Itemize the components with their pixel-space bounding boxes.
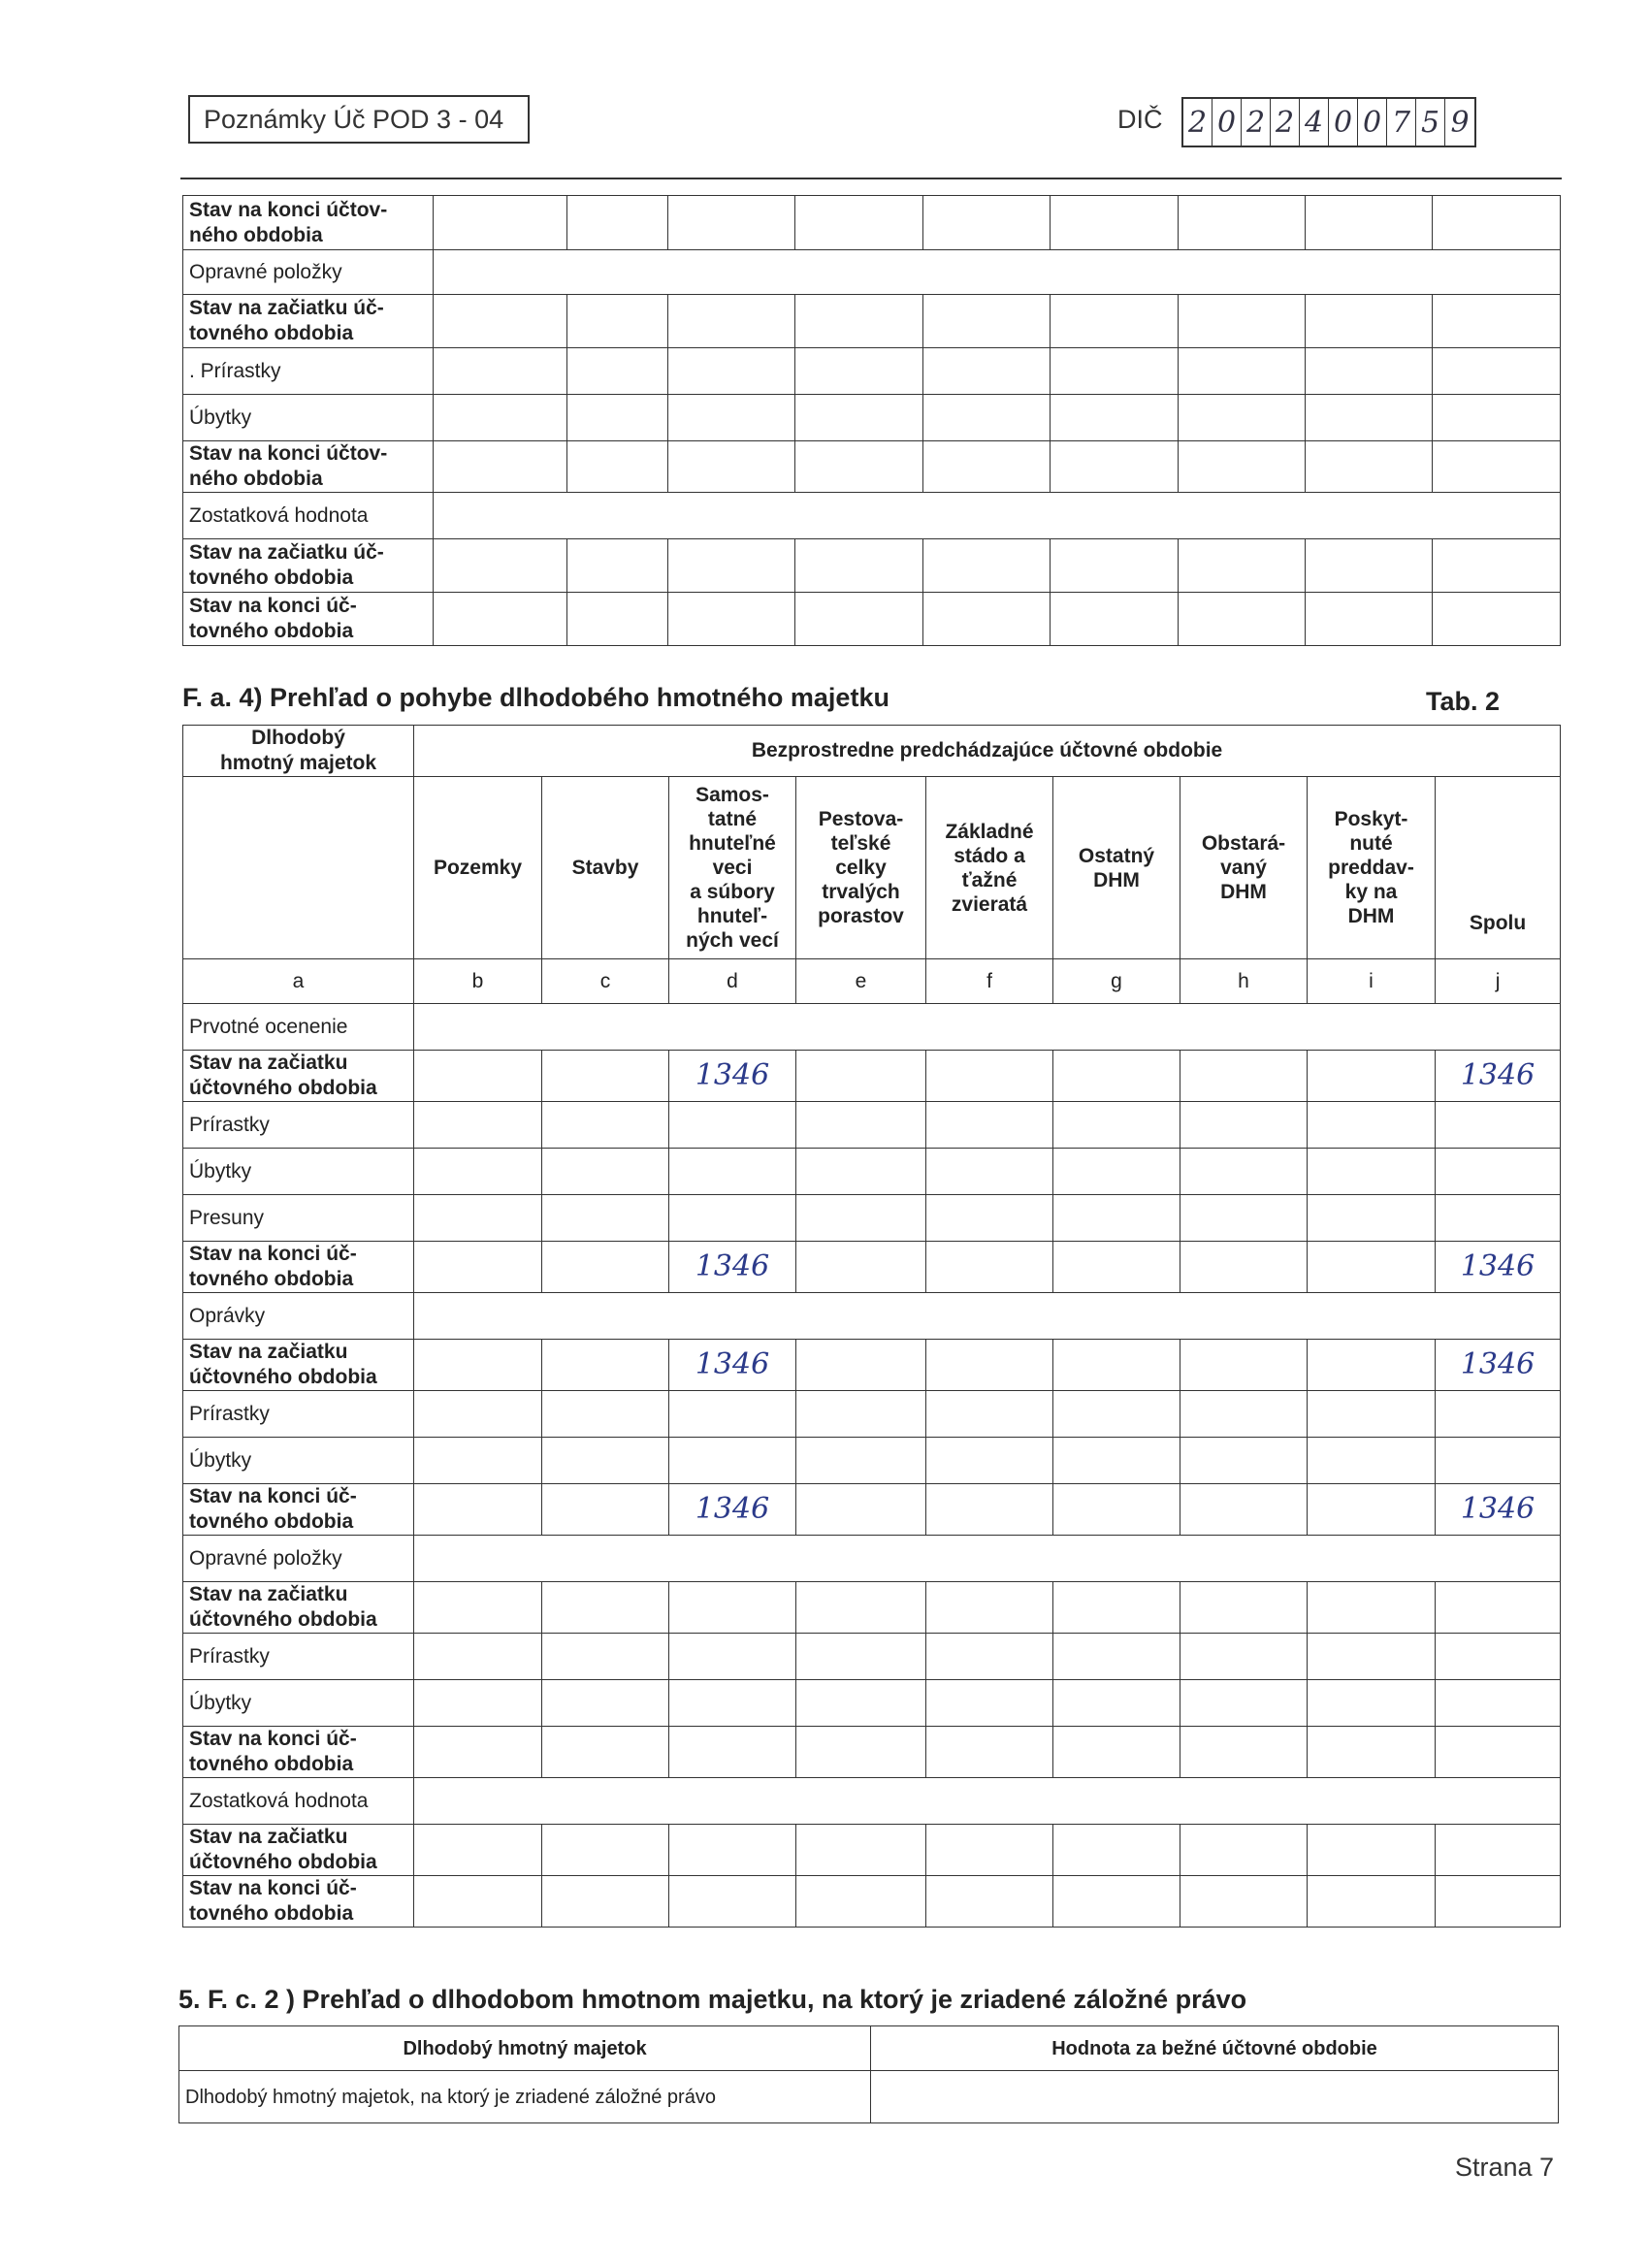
top-table — [182, 195, 1561, 646]
tab2-value-cell[interactable] — [1053, 1582, 1180, 1634]
tab2-value-cell[interactable] — [1053, 1680, 1180, 1727]
tab2-value-cell[interactable] — [1053, 1340, 1180, 1391]
tab2-value-cell[interactable] — [796, 1102, 926, 1149]
tab2-value-cell[interactable] — [1053, 1438, 1180, 1484]
tab2-value-cell[interactable] — [1180, 1051, 1308, 1102]
tab2-col-header: Stavby — [542, 777, 669, 959]
tab2-value-cell[interactable] — [1436, 1634, 1561, 1680]
top-value-cell[interactable] — [668, 593, 795, 646]
tab2-value-cell[interactable] — [1308, 1340, 1436, 1391]
tab2-value-cell[interactable] — [669, 1825, 796, 1876]
tab2-value-cell[interactable] — [542, 1102, 669, 1149]
tab2-value-cell[interactable] — [1436, 1149, 1561, 1195]
top-value-cell[interactable] — [434, 395, 567, 441]
tab2-value-cell[interactable] — [414, 1680, 542, 1727]
top-value-cell[interactable] — [1051, 441, 1179, 493]
tab2-value-cell[interactable] — [1180, 1391, 1308, 1438]
top-value-cell[interactable] — [1051, 593, 1179, 646]
top-row-label: Stav na konci účtov- ného obdobia — [183, 441, 434, 493]
tab2-value-cell[interactable] — [414, 1634, 542, 1680]
tab2-value-cell[interactable] — [926, 1634, 1053, 1680]
tab2-value-cell[interactable] — [1180, 1340, 1308, 1391]
tab2-value-cell[interactable] — [542, 1876, 669, 1928]
top-value-cell[interactable] — [434, 295, 567, 348]
top-value-cell[interactable] — [795, 196, 923, 250]
tab2-col-header: Ostatný DHM — [1053, 777, 1180, 959]
tab2-row-label: Úbytky — [183, 1680, 414, 1727]
tab2-value-cell[interactable] — [1053, 1727, 1180, 1778]
tab2-value-cell[interactable] — [1308, 1582, 1436, 1634]
tab2-value-cell[interactable] — [926, 1484, 1053, 1536]
tab2-value-cell[interactable] — [669, 1195, 796, 1242]
tab2-col-letter: f — [926, 959, 1053, 1004]
tab2-row-label: Prvotné ocenenie — [183, 1004, 414, 1051]
fc2-table — [178, 2025, 1559, 2123]
tab2-value-cell[interactable] — [1436, 1102, 1561, 1149]
top-value-cell[interactable] — [567, 593, 668, 646]
tab2-row-label: Stav na konci úč- tovného obdobia — [183, 1242, 414, 1293]
tab2-value-cell[interactable] — [542, 1438, 669, 1484]
tab2-value-cell[interactable] — [1053, 1051, 1180, 1102]
top-value-cell[interactable] — [1179, 539, 1306, 593]
tab2-value-cell[interactable] — [1436, 1680, 1561, 1727]
tab2-value-cell[interactable] — [926, 1391, 1053, 1438]
tab2-value-cell[interactable] — [926, 1242, 1053, 1293]
tab2-value-cell[interactable] — [1180, 1727, 1308, 1778]
tab2-value-cell[interactable] — [1308, 1727, 1436, 1778]
tab2-value-cell[interactable] — [1053, 1391, 1180, 1438]
tab2-value-cell[interactable] — [542, 1484, 669, 1536]
top-value-cell[interactable] — [1433, 295, 1561, 348]
top-value-cell[interactable] — [668, 295, 795, 348]
tab2-col-header: Pozemky — [414, 777, 542, 959]
top-value-cell[interactable] — [1179, 593, 1306, 646]
tab2-value-cell[interactable] — [669, 1391, 796, 1438]
tab2-value-cell[interactable] — [1053, 1242, 1180, 1293]
top-row-label: Stav na začiatku úč- tovného obdobia — [183, 295, 434, 348]
top-value-cell[interactable] — [795, 539, 923, 593]
tab2-value-cell[interactable] — [1308, 1634, 1436, 1680]
tab2-value-cell[interactable] — [542, 1195, 669, 1242]
top-row-label: Úbytky — [183, 395, 434, 441]
top-value-cell[interactable] — [1433, 593, 1561, 646]
tab2-value-cell[interactable] — [926, 1195, 1053, 1242]
tab2-row-label: Stav na začiatku účtovného obdobia — [183, 1051, 414, 1102]
top-value-cell[interactable] — [923, 395, 1051, 441]
tab2-row-label: Zostatková hodnota — [183, 1778, 414, 1825]
tab2-value-cell[interactable] — [796, 1634, 926, 1680]
tab2-value-cell[interactable] — [1053, 1102, 1180, 1149]
tab2-value-cell[interactable] — [796, 1582, 926, 1634]
tab2-value-cell[interactable] — [414, 1195, 542, 1242]
tab2-row-label: Prírastky — [183, 1102, 414, 1149]
tab2-handwritten-value[interactable]: 1346 — [1436, 1242, 1561, 1293]
fc2-row-label: Dlhodobý hmotný majetok, na ktorý je zriadené záložné právo — [179, 2071, 871, 2123]
top-row-label: Stav na konci úč- tovného obdobia — [183, 593, 434, 646]
tab2-col-header: Základné stádo a ťažné zvieratá — [926, 777, 1053, 959]
top-value-cell[interactable] — [1306, 593, 1433, 646]
tab2-value-cell[interactable] — [669, 1634, 796, 1680]
tab2-row-label: Úbytky — [183, 1438, 414, 1484]
top-value-cell[interactable] — [1306, 348, 1433, 395]
tab2-value-cell[interactable] — [1053, 1825, 1180, 1876]
tab2-value-cell[interactable] — [926, 1680, 1053, 1727]
top-value-cell[interactable] — [923, 539, 1051, 593]
top-row-label: . Prírastky — [183, 348, 434, 395]
tab2-col-letter: c — [542, 959, 669, 1004]
top-value-cell[interactable] — [1179, 295, 1306, 348]
tab2-value-cell[interactable] — [1436, 1582, 1561, 1634]
tab2-value-cell[interactable] — [414, 1484, 542, 1536]
tab2-label: Tab. 2 — [1426, 687, 1501, 716]
dic-digit-box[interactable]: 0 — [1358, 99, 1387, 146]
tab2-row-label: Stav na začiatku účtovného obdobia — [183, 1582, 414, 1634]
tab2-value-cell[interactable] — [1308, 1102, 1436, 1149]
tab2-col-letter: j — [1436, 959, 1561, 1004]
tab2-row-label: Stav na konci úč- tovného obdobia — [183, 1876, 414, 1928]
tab2-value-cell[interactable] — [796, 1727, 926, 1778]
tab2-value-cell[interactable] — [1180, 1438, 1308, 1484]
tab2-value-cell[interactable] — [796, 1876, 926, 1928]
tab2-value-cell[interactable] — [414, 1051, 542, 1102]
top-value-cell[interactable] — [1306, 196, 1433, 250]
tab2-value-cell[interactable] — [669, 1727, 796, 1778]
tab2-col-header: Poskyt- nuté preddav- ky na DHM — [1308, 777, 1436, 959]
tab2-value-cell[interactable] — [796, 1149, 926, 1195]
tab2-value-cell[interactable] — [1308, 1391, 1436, 1438]
dic-digit-box[interactable]: 2 — [1242, 99, 1271, 146]
tab2-value-cell[interactable] — [1180, 1876, 1308, 1928]
tab2-value-cell[interactable] — [796, 1242, 926, 1293]
tab2-value-cell[interactable] — [1308, 1680, 1436, 1727]
top-span-cell — [434, 493, 1561, 539]
tab2-value-cell[interactable] — [414, 1438, 542, 1484]
tab2-value-cell[interactable] — [796, 1438, 926, 1484]
tab2-value-cell[interactable] — [1308, 1484, 1436, 1536]
dic-digit-box[interactable]: 7 — [1387, 99, 1416, 146]
tab2-value-cell[interactable] — [1436, 1825, 1561, 1876]
dic-boxes — [1181, 97, 1476, 147]
top-value-cell[interactable] — [567, 196, 668, 250]
tab2-value-cell[interactable] — [1436, 1195, 1561, 1242]
tab2-value-cell[interactable] — [542, 1582, 669, 1634]
top-value-cell[interactable] — [1306, 539, 1433, 593]
tab2-corner-header: Dlhodobý hmotný majetok — [183, 726, 414, 777]
dic-digit-box[interactable]: 2 — [1183, 99, 1212, 146]
tab2-value-cell[interactable] — [414, 1727, 542, 1778]
tab2-value-cell[interactable] — [1180, 1634, 1308, 1680]
tab2-handwritten-value[interactable]: 1346 — [669, 1051, 796, 1102]
tab2-value-cell[interactable] — [926, 1051, 1053, 1102]
tab2-value-cell[interactable] — [1436, 1438, 1561, 1484]
top-value-cell[interactable] — [795, 395, 923, 441]
tab2-row-label: Presuny — [183, 1195, 414, 1242]
tab2-value-cell[interactable] — [542, 1242, 669, 1293]
top-value-cell[interactable] — [567, 395, 668, 441]
top-value-cell[interactable] — [795, 348, 923, 395]
top-value-cell[interactable] — [1051, 395, 1179, 441]
top-value-cell[interactable] — [434, 441, 567, 493]
tab2-value-cell[interactable] — [1053, 1195, 1180, 1242]
tab2-row-label: Stav na začiatku účtovného obdobia — [183, 1340, 414, 1391]
tab2-row-label: Stav na začiatku účtovného obdobia — [183, 1825, 414, 1876]
tab2-value-cell[interactable] — [542, 1149, 669, 1195]
tab2-value-cell[interactable] — [1180, 1149, 1308, 1195]
tab2-value-cell[interactable] — [1180, 1102, 1308, 1149]
tab2-title: F. a. 4) Prehľad o pohybe dlhodobého hmotného majetku — [182, 683, 889, 712]
tab2-value-cell[interactable] — [1436, 1727, 1561, 1778]
top-value-cell[interactable] — [434, 593, 567, 646]
tab2-value-cell[interactable] — [926, 1102, 1053, 1149]
top-value-cell[interactable] — [434, 196, 567, 250]
fc2-col2-header: Hodnota za bežné účtovné obdobie — [871, 2026, 1559, 2071]
page-number: Strana 7 — [1455, 2153, 1555, 2182]
tab2-row-label: Opravné položky — [183, 1536, 414, 1582]
tab2-handwritten-value[interactable]: 1346 — [1436, 1051, 1561, 1102]
tab2-col-header: Samos- tatné hnuteľné veci a súbory hnuteľ- ných vecí — [669, 777, 796, 959]
tab2-value-cell[interactable] — [1308, 1438, 1436, 1484]
tab2-row-label: Stav na konci úč- tovného obdobia — [183, 1484, 414, 1536]
dic-digit-box[interactable]: 5 — [1416, 99, 1445, 146]
top-value-cell[interactable] — [567, 539, 668, 593]
top-value-cell[interactable] — [1306, 441, 1433, 493]
tab2-value-cell[interactable] — [796, 1825, 926, 1876]
dic-digit-box[interactable]: 2 — [1271, 99, 1300, 146]
tab2-group-header: Bezprostredne predchádzajúce účtovné obdobie — [414, 726, 1561, 777]
tab2-col-letter: i — [1308, 959, 1436, 1004]
tab2-span-cell — [414, 1004, 1561, 1051]
tab2-value-cell[interactable] — [926, 1438, 1053, 1484]
header-divider — [180, 178, 1562, 179]
top-value-cell[interactable] — [567, 441, 668, 493]
tab2-value-cell[interactable] — [1180, 1825, 1308, 1876]
tab2-row-label: Úbytky — [183, 1149, 414, 1195]
tab2-value-cell[interactable] — [1053, 1484, 1180, 1536]
tab2-value-cell[interactable] — [1180, 1242, 1308, 1293]
top-value-cell[interactable] — [1179, 196, 1306, 250]
tab2-row-label: Prírastky — [183, 1391, 414, 1438]
dic-digit-box[interactable]: 0 — [1212, 99, 1242, 146]
top-value-cell[interactable] — [1051, 348, 1179, 395]
tab2-value-cell[interactable] — [1308, 1051, 1436, 1102]
top-value-cell[interactable] — [668, 348, 795, 395]
top-row-label: Stav na konci účtov- ného obdobia — [183, 196, 434, 250]
top-value-cell[interactable] — [1051, 539, 1179, 593]
tab2-value-cell[interactable] — [1180, 1484, 1308, 1536]
tab2-value-cell[interactable] — [1436, 1876, 1561, 1928]
tab2-row-label: Stav na konci úč- tovného obdobia — [183, 1727, 414, 1778]
top-value-cell[interactable] — [567, 295, 668, 348]
dic-label: DIČ — [1117, 105, 1163, 134]
tab2-row-label: Prírastky — [183, 1634, 414, 1680]
tab2-handwritten-value[interactable]: 1346 — [669, 1340, 796, 1391]
tab2-value-cell[interactable] — [669, 1876, 796, 1928]
top-value-cell[interactable] — [1306, 395, 1433, 441]
tab2-handwritten-value[interactable]: 1346 — [669, 1484, 796, 1536]
tab2-value-cell[interactable] — [796, 1391, 926, 1438]
top-value-cell[interactable] — [668, 441, 795, 493]
tab2-value-cell[interactable] — [1308, 1825, 1436, 1876]
tab2-value-cell[interactable] — [1308, 1195, 1436, 1242]
top-value-cell[interactable] — [1433, 348, 1561, 395]
top-value-cell[interactable] — [668, 539, 795, 593]
dic-digit-box[interactable]: 9 — [1450, 105, 1470, 140]
top-value-cell[interactable] — [923, 593, 1051, 646]
top-value-cell[interactable] — [1179, 395, 1306, 441]
top-value-cell[interactable] — [923, 295, 1051, 348]
tab2-value-cell[interactable] — [542, 1340, 669, 1391]
tab2-value-cell[interactable] — [796, 1340, 926, 1391]
top-value-cell[interactable] — [434, 348, 567, 395]
tab2-value-cell[interactable] — [669, 1149, 796, 1195]
top-value-cell[interactable] — [1051, 295, 1179, 348]
top-value-cell[interactable] — [434, 539, 567, 593]
tab2-handwritten-value[interactable]: 1346 — [669, 1242, 796, 1293]
top-value-cell[interactable] — [1433, 441, 1561, 493]
tab2-value-cell[interactable] — [796, 1680, 926, 1727]
tab2-span-cell — [414, 1293, 1561, 1340]
tab2-value-cell[interactable] — [542, 1680, 669, 1727]
top-span-cell — [434, 250, 1561, 295]
tab2-value-cell[interactable] — [1053, 1876, 1180, 1928]
tab2-value-cell[interactable] — [542, 1391, 669, 1438]
top-row-label: Opravné položky — [183, 250, 434, 295]
tab2-handwritten-value[interactable]: 1346 — [1436, 1340, 1561, 1391]
tab2-col-letter: b — [414, 959, 542, 1004]
tab2-value-cell[interactable] — [542, 1051, 669, 1102]
top-value-cell[interactable] — [1051, 196, 1179, 250]
tab2-value-cell[interactable] — [796, 1484, 926, 1536]
top-value-cell[interactable] — [668, 196, 795, 250]
tab2-col-letter: e — [796, 959, 926, 1004]
tab2-col-letter: d — [669, 959, 796, 1004]
fc2-row-value[interactable] — [871, 2071, 1559, 2123]
top-value-cell[interactable] — [1433, 539, 1561, 593]
tab2-span-cell — [414, 1778, 1561, 1825]
top-value-cell[interactable] — [1306, 295, 1433, 348]
top-row-label: Stav na začiatku úč- tovného obdobia — [183, 539, 434, 593]
tab2-value-cell[interactable] — [414, 1876, 542, 1928]
tab2-value-cell[interactable] — [669, 1102, 796, 1149]
tab2-corner-blank — [183, 777, 414, 959]
tab2-value-cell[interactable] — [414, 1391, 542, 1438]
tab2-row-label: Oprávky — [183, 1293, 414, 1340]
tab2-value-cell[interactable] — [1308, 1149, 1436, 1195]
tab2-value-cell[interactable] — [542, 1727, 669, 1778]
tab2-col-header: Pestova- teľské celky trvalých porastov — [796, 777, 926, 959]
top-value-cell[interactable] — [668, 395, 795, 441]
tab2-value-cell[interactable] — [926, 1582, 1053, 1634]
tab2-value-cell[interactable] — [926, 1149, 1053, 1195]
tab2-col-letter: h — [1180, 959, 1308, 1004]
top-value-cell[interactable] — [1433, 196, 1561, 250]
tab2-value-cell[interactable] — [796, 1051, 926, 1102]
tab2-table — [182, 725, 1561, 1928]
tab2-value-cell[interactable] — [1180, 1195, 1308, 1242]
tab2-value-cell[interactable] — [1053, 1634, 1180, 1680]
top-value-cell[interactable] — [795, 441, 923, 493]
tab2-col-header: Obstará- vaný DHM — [1180, 777, 1308, 959]
form-id: Poznámky Úč POD 3 - 04 — [188, 95, 530, 144]
tab2-value-cell[interactable] — [926, 1340, 1053, 1391]
top-value-cell[interactable] — [567, 348, 668, 395]
tab2-value-cell[interactable] — [414, 1242, 542, 1293]
top-row-label: Zostatková hodnota — [183, 493, 434, 539]
tab2-value-cell[interactable] — [1436, 1391, 1561, 1438]
top-value-cell[interactable] — [795, 295, 923, 348]
tab2-value-cell[interactable] — [1308, 1242, 1436, 1293]
tab2-value-cell[interactable] — [414, 1825, 542, 1876]
tab2-value-cell[interactable] — [414, 1149, 542, 1195]
tab2-value-cell[interactable] — [1308, 1876, 1436, 1928]
tab2-value-cell[interactable] — [414, 1582, 542, 1634]
tab2-value-cell[interactable] — [926, 1727, 1053, 1778]
tab2-value-cell[interactable] — [669, 1582, 796, 1634]
tab2-col-letter: a — [183, 959, 414, 1004]
top-value-cell[interactable] — [1179, 348, 1306, 395]
tab2-value-cell[interactable] — [542, 1634, 669, 1680]
tab2-value-cell[interactable] — [1053, 1149, 1180, 1195]
tab2-value-cell[interactable] — [1180, 1680, 1308, 1727]
tab2-col-header: Spolu — [1436, 777, 1561, 959]
tab2-handwritten-value[interactable]: 1346 — [1436, 1484, 1561, 1536]
tab2-value-cell[interactable] — [414, 1340, 542, 1391]
dic-digit-box[interactable]: 4 — [1300, 99, 1329, 146]
top-value-cell[interactable] — [795, 593, 923, 646]
top-value-cell[interactable] — [923, 196, 1051, 250]
top-value-cell[interactable] — [923, 348, 1051, 395]
tab2-value-cell[interactable] — [669, 1680, 796, 1727]
tab2-value-cell[interactable] — [1180, 1582, 1308, 1634]
tab2-col-letter: g — [1053, 959, 1180, 1004]
top-value-cell[interactable] — [923, 441, 1051, 493]
tab2-value-cell[interactable] — [414, 1102, 542, 1149]
tab2-value-cell[interactable] — [542, 1825, 669, 1876]
fc2-col1-header: Dlhodobý hmotný majetok — [179, 2026, 871, 2071]
tab2-value-cell[interactable] — [926, 1876, 1053, 1928]
top-value-cell[interactable] — [1433, 395, 1561, 441]
tab2-value-cell[interactable] — [669, 1438, 796, 1484]
top-value-cell[interactable] — [1179, 441, 1306, 493]
tab2-value-cell[interactable] — [796, 1195, 926, 1242]
tab2-span-cell — [414, 1536, 1561, 1582]
fc2-title: 5. F. c. 2 ) Prehľad o dlhodobom hmotnom majetku, na ktorý je zriadené záložné právo — [178, 1985, 1247, 2014]
dic-digit-box[interactable]: 0 — [1329, 99, 1358, 146]
tab2-value-cell[interactable] — [926, 1825, 1053, 1876]
